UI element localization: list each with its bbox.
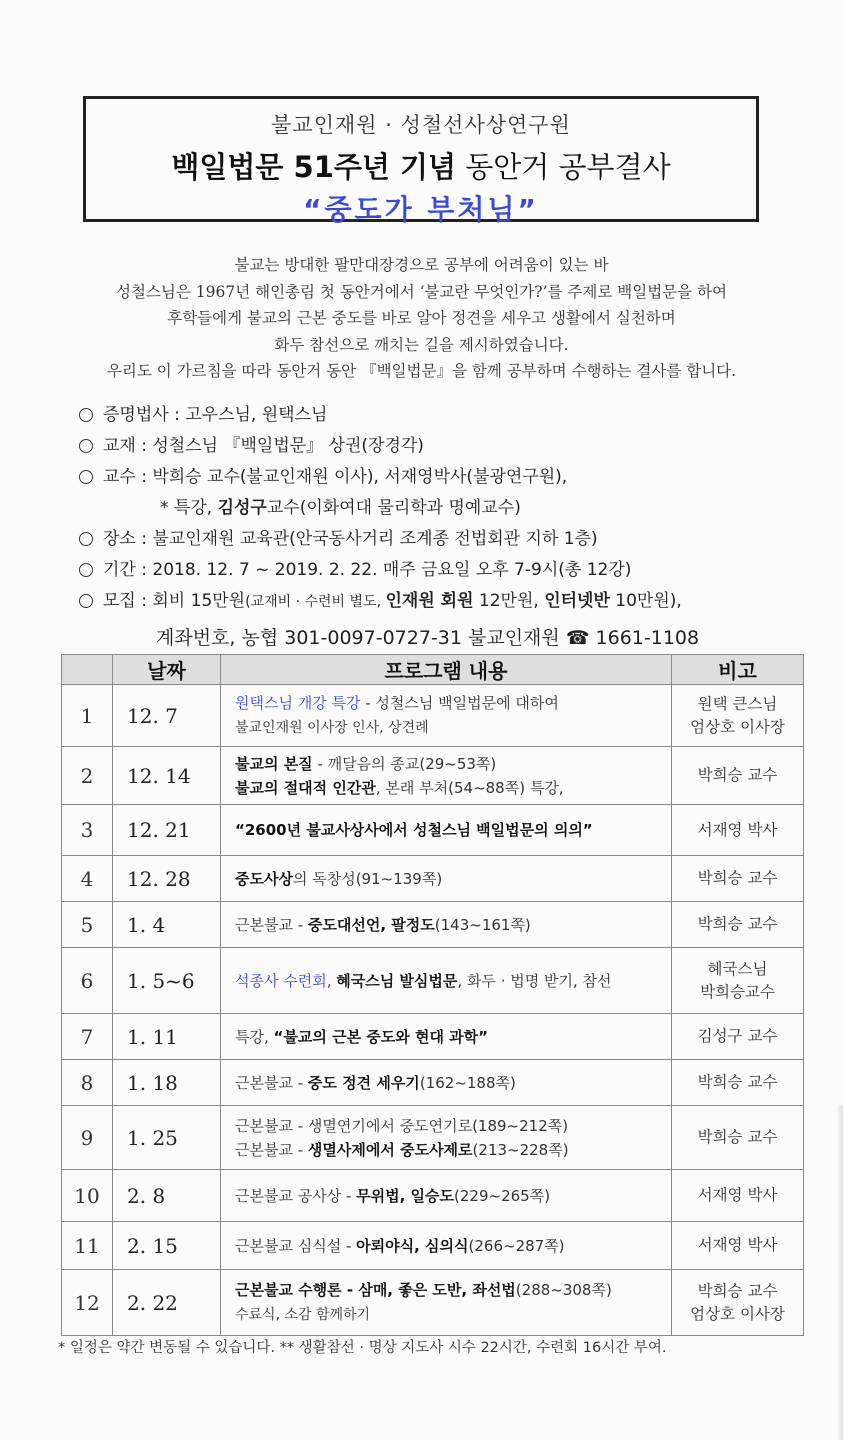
row-date: 2. 8 [113, 1170, 221, 1222]
info-period-text: 기간 : 2018. 12. 7 ~ 2019. 2. 22. 매주 금요일 오후 7-9시(총 12강) [103, 560, 632, 580]
table-row [62, 1014, 804, 1060]
content-segment: 중도사상 [235, 869, 293, 888]
row-note [672, 1106, 804, 1170]
row-number: 1 [62, 685, 113, 747]
table-row [62, 685, 804, 747]
main-title-rest: 동안거 공부결사 [456, 150, 671, 184]
content-segment: - 깨달음의 종교(29~53쪽) [312, 754, 497, 773]
content-segment: 특강, [235, 1027, 274, 1046]
content-segment: 근본불교 공사상 - [235, 1186, 357, 1205]
row-note [672, 1270, 804, 1336]
content-segment: (213~228쪽) [472, 1140, 569, 1159]
content-segment: 무위법, 일승도 [356, 1186, 455, 1205]
content-line [235, 1302, 671, 1327]
row-date: 12. 21 [113, 805, 221, 856]
row-date: 1. 4 [113, 902, 221, 948]
phone-icon: ☎ [565, 627, 590, 649]
content-segment: 중도 정견 세우기 [307, 1073, 420, 1092]
content-segment: 생멸사제에서 중도사제로 [307, 1140, 473, 1159]
table-row [62, 805, 804, 856]
row-note [672, 902, 804, 948]
content-segment: 근본불교 - 생멸연기에서 중도연기로(189~212쪽) [235, 1116, 569, 1135]
content-segment: (143~161쪽) [434, 915, 531, 934]
row-note [672, 1060, 804, 1106]
table-row [62, 1170, 804, 1222]
note-line: 박희승 교수 [697, 1073, 778, 1091]
header-date: 날짜 [113, 655, 221, 685]
row-note [672, 1014, 804, 1060]
row-date: 1. 11 [113, 1014, 221, 1060]
row-date: 12. 14 [113, 747, 221, 805]
row-date: 2. 22 [113, 1270, 221, 1336]
note-line: 서재영 박사 [697, 820, 778, 839]
info-textbook-text: 교재 : 성철스님 『백일법문』 상권(장경각) [103, 436, 424, 456]
organization-name: 불교인재원 · 성철선사상연구원 [271, 113, 571, 137]
row-note [672, 805, 804, 856]
info-recruit [76, 586, 816, 617]
content-segment: 불교의 본질 [235, 754, 313, 773]
content-segment: “불교의 근본 중도와 현대 과학” [273, 1027, 489, 1046]
info-period [76, 555, 816, 586]
content-segment: 근본불교 - [235, 1140, 308, 1159]
circle-bullet-icon [79, 439, 93, 453]
note-line: 서재영 박사 [697, 1186, 778, 1204]
circle-bullet-icon [79, 408, 93, 422]
row-number: 4 [62, 856, 113, 902]
row-note [672, 1170, 804, 1222]
intro-line: 불교는 방대한 팔만대장경으로 공부에 어려움이 있는 바 [234, 256, 609, 274]
content-line [235, 867, 671, 891]
content-segment: 불교의 절대적 인간관 [235, 778, 376, 797]
intro-line: 성철스님은 1967년 해인총림 첫 동안거에서 ‘불교란 무엇인가?’를 주제로 백일법문을 하여 [115, 282, 728, 301]
row-number: 10 [62, 1170, 113, 1222]
note-line: 김성구 교수 [697, 1027, 778, 1045]
info-recruit-fee: 모집 : 회비 15만원 [103, 591, 246, 611]
info-professor [76, 462, 816, 493]
info-place-text: 장소 : 불교인재원 교육관(안국동사거리 조계종 전법회관 지하 1층) [103, 529, 598, 549]
table-row [62, 902, 804, 948]
content-segment: - 성철스님 백일법문에 대하여 [360, 694, 559, 712]
circle-bullet-icon [79, 563, 93, 577]
info-recruit-member: 인재원 회원 [385, 591, 474, 611]
info-recruit-note: (교재비 · 수련비 별도, [245, 594, 386, 610]
header-num [62, 655, 113, 685]
schedule-table [61, 654, 804, 1336]
content-segment: 근본불교 - [235, 915, 308, 934]
row-date: 1. 5~6 [113, 948, 221, 1014]
content-line [235, 1278, 671, 1302]
content-segment: (229~265쪽) [454, 1186, 551, 1205]
row-number: 11 [62, 1222, 113, 1270]
info-professor-text: 교수 : 박희승 교수(불교인재원 이사), 서재영박사(불광연구원), [103, 467, 568, 487]
circle-bullet-icon [79, 594, 93, 608]
info-special-name: 김성구 [217, 498, 267, 518]
circle-bullet-icon [79, 470, 93, 484]
account-number: 계좌번호, 농협 301-0097-0727-31 불교인재원 [156, 627, 560, 649]
row-content [221, 1060, 672, 1106]
footnote: * 일정은 약간 변동될 수 있습니다. ** 생활참선 · 명상 지도사 시수 22시간, 수련회 16시간 부여. [58, 1340, 667, 1356]
content-segment: 아뢰야식, 심의식 [356, 1236, 469, 1255]
row-content [221, 1222, 672, 1270]
content-line [235, 913, 671, 937]
row-number: 3 [62, 805, 113, 856]
main-title-bold: 백일법문 51주년 기념 [171, 150, 457, 184]
note-line: 엄상호 이사장 [690, 1304, 785, 1323]
content-segment: (288~308쪽) [515, 1281, 612, 1299]
subtitle: “중도가 부처님” [303, 193, 539, 226]
note-line: 박희승 교수 [697, 869, 778, 887]
note-line: 혜국스님 [707, 959, 768, 978]
info-recruit-member-fee: 12만원, [473, 591, 545, 611]
table-row [62, 1222, 804, 1270]
note-line: 엄상호 이사장 [690, 717, 785, 736]
row-note [672, 856, 804, 902]
content-segment: 원택스님 개강 특강 [235, 694, 361, 712]
table-body [62, 685, 804, 1336]
info-place [76, 524, 816, 555]
content-line [235, 818, 671, 842]
row-number: 9 [62, 1106, 113, 1170]
info-recruit-online-fee: 10만원), [609, 591, 682, 611]
row-note [672, 948, 804, 1014]
table-row [62, 1060, 804, 1106]
row-content [221, 1270, 672, 1336]
row-content [221, 1014, 672, 1060]
note-line: 박희승교수 [700, 982, 775, 1001]
intro-line: 우리도 이 가르침을 따라 동안거 동안 『백일법문』을 함께 공부하며 수행하는 결사를 합니다. [106, 362, 737, 380]
row-date: 1. 25 [113, 1106, 221, 1170]
content-segment: 근본불교 심식설 - [235, 1236, 357, 1255]
row-content [221, 1106, 672, 1170]
row-number: 2 [62, 747, 113, 805]
row-number: 12 [62, 1270, 113, 1336]
info-list [76, 400, 816, 655]
note-line: 박희승 교수 [697, 915, 778, 933]
row-number: 8 [62, 1060, 113, 1106]
row-note [672, 747, 804, 805]
table-row [62, 1106, 804, 1170]
note-line: 박희승 교수 [697, 1128, 778, 1146]
table-row [62, 1270, 804, 1336]
content-segment: , 화두 · 법명 받기, 참선 [457, 971, 612, 990]
info-account [76, 621, 816, 655]
phone-number: 1661-1108 [595, 627, 700, 649]
row-date: 1. 18 [113, 1060, 221, 1106]
intro-line: 후학들에게 불교의 근본 중도를 바로 알아 정견을 세우고 생활에서 실천하며 [167, 309, 676, 327]
content-segment: 혜국스님 발심법문 [336, 971, 458, 990]
info-recruit-online: 인터넷반 [544, 591, 610, 611]
row-content [221, 902, 672, 948]
row-content [221, 856, 672, 902]
row-content [221, 1170, 672, 1222]
content-segment: 의 독창성(91~139쪽) [292, 869, 443, 888]
row-content [221, 805, 672, 856]
content-line [235, 752, 671, 776]
circle-bullet-icon [79, 532, 93, 546]
info-special-prefix: * 특강, [160, 498, 218, 518]
row-note [672, 1222, 804, 1270]
intro-line: 화두 참선으로 깨치는 길을 제시하였습니다. [274, 335, 569, 354]
content-segment: 석종사 수련회, [235, 971, 337, 990]
content-segment: “2600년 불교사상사에서 성철스님 백일법문의 의의” [235, 821, 593, 839]
row-date: 12. 7 [113, 685, 221, 747]
title-box [83, 96, 759, 226]
page-edge-shadow [837, 1105, 843, 1440]
content-line [235, 691, 671, 715]
content-line [235, 1071, 671, 1095]
row-note [672, 685, 804, 747]
row-date: 2. 15 [113, 1222, 221, 1270]
table-header-row [62, 655, 804, 685]
note-line: 박희승 교수 [697, 766, 778, 784]
content-segment: 근본불교 수행론 - 삼매, 좋은 도반, 좌선법 [235, 1281, 516, 1299]
info-textbook [76, 431, 816, 462]
row-content [221, 948, 672, 1014]
content-segment: (162~188쪽) [419, 1073, 516, 1092]
content-line [235, 969, 671, 993]
table-row [62, 856, 804, 902]
note-line: 서재영 박사 [697, 1236, 778, 1254]
note-line: 원택 큰스님 [697, 694, 778, 713]
table-row [62, 747, 804, 805]
header-note: 비고 [672, 655, 804, 685]
content-line [235, 1114, 671, 1138]
content-line [235, 1234, 671, 1258]
content-segment: 수료식, 소감 함께하기 [235, 1307, 371, 1323]
main-title [86, 145, 756, 186]
content-line [235, 776, 671, 800]
row-number: 5 [62, 902, 113, 948]
content-line [235, 1138, 671, 1162]
content-segment: 불교인재원 이사장 인사, 상견례 [235, 720, 429, 736]
row-date: 12. 28 [113, 856, 221, 902]
info-witness [76, 400, 816, 431]
content-line [235, 715, 671, 740]
content-segment: 중도대선언, 팔정도 [307, 915, 435, 934]
table-row [62, 948, 804, 1014]
note-line: 박희승 교수 [697, 1281, 778, 1300]
content-segment: , 본래 부처(54~88쪽) 특강, [375, 778, 564, 797]
info-special-rest: 교수(이화여대 물리학과 명예교수) [266, 498, 521, 518]
row-number: 7 [62, 1014, 113, 1060]
row-number: 6 [62, 948, 113, 1014]
content-line [235, 1025, 671, 1049]
content-segment: 근본불교 - [235, 1073, 308, 1092]
info-special [76, 493, 816, 524]
info-witness-text: 증명법사 : 고우스님, 원택스님 [103, 405, 328, 425]
content-line [235, 1184, 671, 1208]
row-content [221, 685, 672, 747]
intro-text [40, 252, 803, 385]
header-content: 프로그램 내용 [221, 655, 672, 685]
row-content [221, 747, 672, 805]
content-segment: (266~287쪽) [468, 1236, 565, 1255]
